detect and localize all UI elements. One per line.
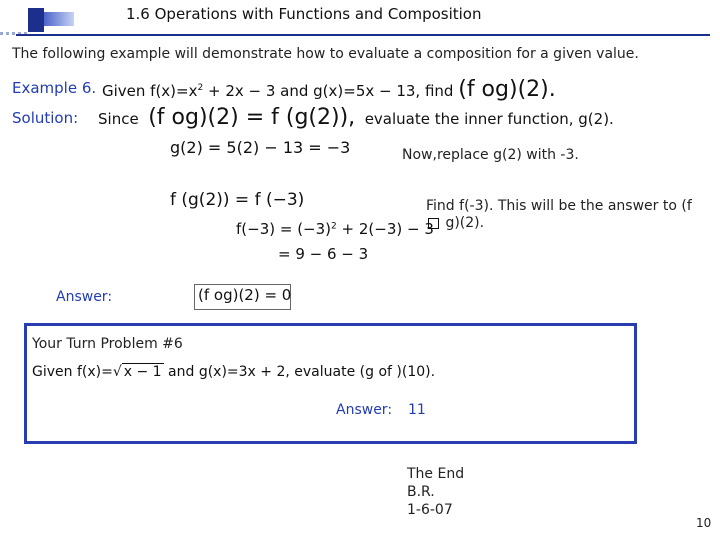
solution-step-4: = 9 − 6 − 3 — [278, 245, 369, 263]
page-title: 1.6 Operations with Functions and Composition — [126, 5, 482, 23]
solution-since-rest: evaluate the inner function, g(2). — [364, 110, 614, 128]
title-underline — [16, 34, 710, 36]
square-root-icon: √ — [112, 364, 122, 380]
example-given-exponent: 2 — [197, 83, 204, 93]
step-3-expression-a: f(−3) = (−3) — [236, 220, 332, 238]
note-2-text-b: g)(2). — [441, 215, 485, 231]
step-1-expression: g(2) = 5(2) − 13 = −3 — [170, 138, 351, 157]
example-label: Example 6. — [12, 79, 97, 97]
solution-label: Solution: — [12, 109, 79, 127]
note-2-text-a: Find f(-3). This will be the answer to (f — [426, 198, 692, 214]
page-number: 10 — [696, 516, 712, 530]
solution-note-2 — [426, 198, 696, 232]
title-decoration-gradient — [44, 12, 74, 26]
example-given: Given f(x)=x — [102, 82, 198, 100]
end-line-1: The End — [407, 466, 465, 482]
your-turn-title: Your Turn Problem #6 — [32, 336, 183, 352]
your-turn-radicand: x − 1 — [123, 364, 162, 380]
solution-since: Since — [98, 110, 139, 128]
your-turn-rest: and g(x)=3x + 2, evaluate (g of )(10). — [163, 364, 436, 380]
solution-step-1 — [170, 140, 350, 157]
your-turn-answer-label: Answer: — [336, 402, 393, 418]
step-3-exponent: 2 — [331, 221, 337, 232]
solution-statement — [98, 107, 614, 129]
answer-label: Answer: — [56, 289, 113, 305]
example-find: (f og)(2). — [458, 77, 556, 102]
example-given-rest: + 2x − 3 and g(x)=5x − 13, find — [203, 82, 454, 100]
end-line-2: B.R. — [407, 484, 435, 500]
end-line-3: 1-6-07 — [407, 502, 453, 518]
example-statement — [102, 79, 556, 101]
solution-since-expression: (f og)(2) = f (g(2)), — [148, 105, 356, 130]
step-3-expression-b: + 2(−3) − 3 — [336, 220, 434, 238]
your-turn-given: Given f(x)= — [32, 364, 113, 380]
end-note — [407, 465, 464, 519]
solution-step-2 — [170, 190, 304, 210]
title-decoration-block — [28, 8, 44, 32]
your-turn-problem — [32, 363, 435, 380]
solution-step-3 — [236, 220, 434, 238]
solution-note-1: Now,replace g(2) with -3. — [402, 147, 579, 163]
your-turn-answer-value: 11 — [408, 402, 426, 418]
answer-value: (f og)(2) = 0 — [198, 286, 292, 304]
intro-text: The following example will demonstrate how to evaluate a composition for a given value. — [12, 46, 639, 62]
step-2-expression: f (g(2)) = f (−3) — [170, 190, 305, 210]
